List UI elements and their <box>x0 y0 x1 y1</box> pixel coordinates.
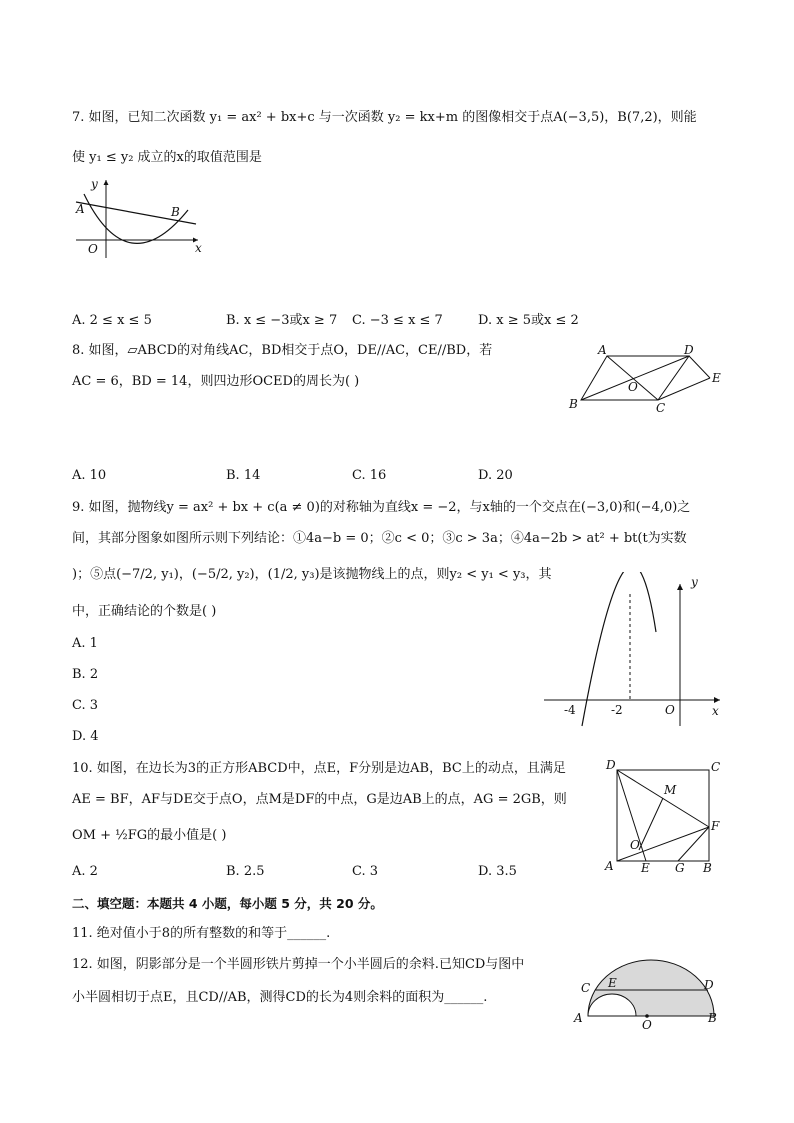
q7-stem-line2: 使 y₁ ≤ y₂ 成立的x的取值范围是 <box>72 150 262 165</box>
q9-option-d: D. 4 <box>72 729 99 744</box>
q8-option-a: A. 10 <box>72 468 107 483</box>
q9-fig-tick-minus2: -2 <box>611 703 623 717</box>
q8-fig-point-e: E <box>712 371 721 385</box>
q7-fig-origin-label: O <box>88 242 98 256</box>
q7-stem-line1: 7. 如图，已知二次函数 y₁ = ax² + bx+c 与一次函数 y₂ = kx+m 的图像相交于点A(−3,5)，B(7,2)，则能 <box>72 110 697 125</box>
q7-fig-point-a: A <box>76 202 85 216</box>
q12-figure <box>568 952 728 1032</box>
q7-option-b: B. x ≤ −3或x ≥ 7 <box>226 313 338 328</box>
q7-fig-x-label: x <box>195 241 202 255</box>
q12-fig-point-c: C <box>581 981 591 995</box>
q8-fig-point-b: B <box>569 397 578 411</box>
q10-fig-point-c: C <box>711 760 721 774</box>
q9-fig-y-label: y <box>691 575 698 589</box>
q9-figure <box>540 572 730 728</box>
q7-figure <box>70 172 205 260</box>
q12-fig-point-a: A <box>574 1011 583 1025</box>
q8-stem-line1: 8. 如图，▱ABCD的对角线AC，BD相交于点O，DE//AC，CE//BD，若 <box>72 343 493 358</box>
q10-option-d: D. 3.5 <box>478 864 517 879</box>
q9-fig-tick-minus4: -4 <box>564 703 576 717</box>
q9-stem-line4: 中，正确结论的个数是( ) <box>72 604 217 619</box>
q7-option-c: C. −3 ≤ x ≤ 7 <box>352 313 443 328</box>
q9-fig-origin-label: O <box>665 703 675 717</box>
q10-stem-line1: 10. 如图，在边长为3的正方形ABCD中，点E，F分别是边AB，BC上的动点，且满足 <box>72 761 566 776</box>
q12-fig-point-d: D <box>704 978 714 992</box>
q10-figure <box>600 755 730 877</box>
q8-fig-point-d: D <box>684 343 694 357</box>
q7-fig-y-label: y <box>91 177 98 191</box>
q12-fig-point-e: E <box>608 976 617 990</box>
q10-fig-point-d: D <box>606 758 616 772</box>
q10-option-b: B. 2.5 <box>226 864 265 879</box>
q12-stem-line1: 12. 如图，阴影部分是一个半圆形铁片剪掉一个小半圆后的余料.已知CD与图中 <box>72 957 525 972</box>
q10-option-c: C. 3 <box>352 864 379 879</box>
q9-option-c: C. 3 <box>72 698 99 713</box>
q10-stem-line3: OM + ½FG的最小值是( ) <box>72 828 227 843</box>
q9-stem-line2: 间，其部分图象如图所示则下列结论：①4a−b = 0；②c < 0；③c > 3a；④4a−2b > at² + bt(t为实数 <box>72 531 687 546</box>
q9-stem-line1: 9. 如图，抛物线y = ax² + bx + c(a ≠ 0)的对称轴为直线x = −2，与x轴的一个交点在(−3,0)和(−4,0)之 <box>72 500 691 515</box>
q10-fig-point-e: E <box>641 861 650 875</box>
section-2-heading: 二、填空题：本题共 4 小题，每小题 5 分，共 20 分。 <box>72 896 383 911</box>
q12-stem-line2: 小半圆相切于点E，且CD//AB，测得CD的长为4则余料的面积为______. <box>72 990 488 1005</box>
q8-fig-point-a: A <box>598 343 607 357</box>
q8-option-d: D. 20 <box>478 468 513 483</box>
q8-figure <box>562 340 732 418</box>
q9-option-a: A. 1 <box>72 636 98 651</box>
q12-fig-point-b: B <box>708 1011 717 1025</box>
q7-option-d: D. x ≥ 5或x ≤ 2 <box>478 313 579 328</box>
q9-fig-x-label: x <box>712 704 719 718</box>
q8-option-b: B. 14 <box>226 468 261 483</box>
q10-fig-point-g: G <box>675 861 685 875</box>
q10-option-a: A. 2 <box>72 864 98 879</box>
q7-fig-point-b: B <box>171 205 180 219</box>
q9-stem-line3: )；⑤点(−7/2, y₁)，(−5/2, y₂)，(1/2, y₃)是该抛物线上的点，则y₂ < y₁ < y₃，其 <box>72 567 552 582</box>
q10-stem-line2: AE = BF，AF与DE交于点O，点M是DF的中点，G是边AB上的点，AG = 2GB，则 <box>72 792 567 807</box>
q10-fig-point-f: F <box>711 819 720 833</box>
q10-fig-point-m: M <box>664 783 677 797</box>
q8-fig-point-o: O <box>628 380 638 394</box>
q8-fig-point-c: C <box>656 401 666 415</box>
q8-option-c: C. 16 <box>352 468 387 483</box>
q10-fig-point-b: B <box>703 861 712 875</box>
q7-option-a: A. 2 ≤ x ≤ 5 <box>72 313 152 328</box>
q10-fig-point-o: O <box>630 838 640 852</box>
q11-stem: 11. 绝对值小于8的所有整数的和等于______. <box>72 926 331 941</box>
q8-stem-line2: AC = 6，BD = 14，则四边形OCED的周长为( ) <box>72 374 360 389</box>
q12-fig-point-o: O <box>642 1018 652 1032</box>
q10-fig-point-a: A <box>605 859 614 873</box>
q9-option-b: B. 2 <box>72 667 99 682</box>
